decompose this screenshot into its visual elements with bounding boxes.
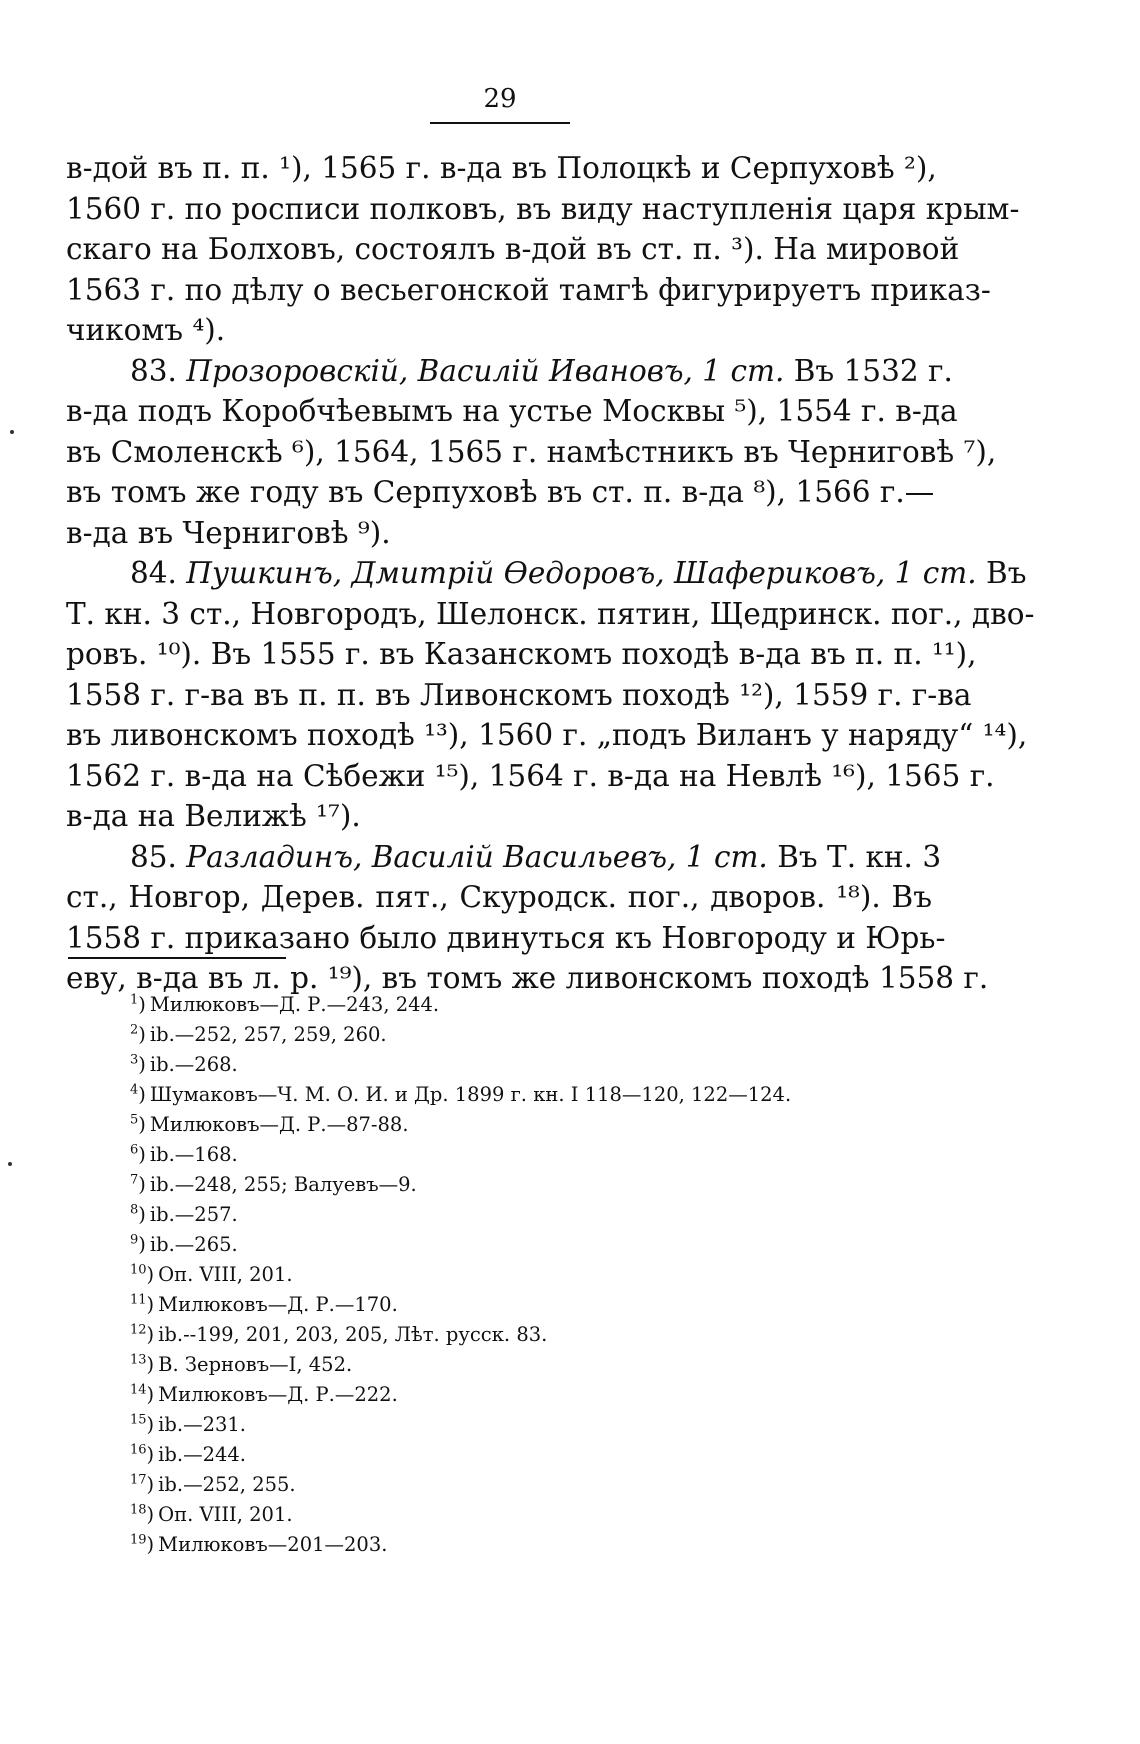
main-text <box>66 148 1035 999</box>
footnote-number: 19 <box>130 1532 147 1548</box>
footnote-number: 7 <box>130 1172 139 1188</box>
footnote-text: В. Зерновъ—I, 452. <box>158 1353 353 1376</box>
footnote-number: 1 <box>130 992 139 1008</box>
footnote-text: ib.—231. <box>158 1413 246 1436</box>
footnote-paren: ) <box>138 1173 146 1196</box>
footnote-number: 15 <box>130 1412 147 1428</box>
footnote-paren: ) <box>138 1023 146 1046</box>
footnote <box>130 1110 950 1140</box>
footnote-text: ib.—257. <box>149 1203 238 1226</box>
text-line: в-дой въ п. п. ¹), 1565 г. в-да въ Полоцкѣ и Серпуховѣ ²), <box>66 151 937 185</box>
footnote <box>130 1200 950 1230</box>
footnote-number: 5 <box>130 1112 139 1128</box>
text-line: въ томъ же году въ Серпуховѣ въ ст. п. в-да ⁸), 1566 г.— <box>66 475 935 509</box>
footnotes <box>130 990 950 1560</box>
text-line: 1558 г. г-ва въ п. п. въ Ливонскомъ походѣ ¹²), 1559 г. г-ва <box>66 677 972 712</box>
text-line: 1558 г. приказано было двинуться къ Новгороду и Юрь- <box>66 920 946 955</box>
footnote-number: 17 <box>130 1472 147 1488</box>
footnote <box>130 1350 950 1380</box>
footnote-number: 12 <box>130 1322 147 1338</box>
footnote-text: Милюковъ—Д. Р.—243, 244. <box>149 993 440 1016</box>
footnote-text: ib.—265. <box>149 1233 238 1256</box>
footnote-paren: ) <box>138 1233 146 1256</box>
text-line: в-да въ Черниговѣ ⁹). <box>66 515 391 550</box>
text-line: скаго на Болховъ, состоялъ в-дой въ ст. п. ³). На мировой <box>66 232 960 266</box>
text-line: ровъ. ¹⁰). Въ 1555 г. въ Казанскомъ походѣ в-да въ п. п. ¹¹), <box>66 637 977 671</box>
footnote <box>130 1020 950 1050</box>
footnote <box>130 1440 950 1470</box>
text-line: в-да на Велижѣ ¹⁷). <box>66 799 361 833</box>
footnote-paren: ) <box>146 1503 155 1526</box>
footnote <box>130 1320 950 1350</box>
print-speck <box>8 1162 12 1166</box>
footnote <box>130 1410 950 1440</box>
footnote <box>130 1230 950 1260</box>
footnote-number: 3 <box>130 1052 139 1068</box>
page-number-rule <box>430 122 570 124</box>
footnote-text: ib.—168. <box>149 1143 238 1166</box>
text-line: 1560 г. по росписи полковъ, въ виду наступленія царя крым- <box>66 191 1020 226</box>
footnote <box>130 1080 950 1110</box>
text-line: 84. Пушкинъ, Дмитрій Ѳедоровъ, Шафериковъ, 1 ст. Въ <box>130 556 1027 590</box>
footnote-paren: ) <box>138 993 146 1016</box>
footnote-number: 14 <box>130 1382 147 1398</box>
footnote-paren: ) <box>146 1473 155 1496</box>
text-line: 1562 г. в-да на Сѣбежи ¹⁵), 1564 г. в-да на Невлѣ ¹⁶), 1565 г. <box>66 758 995 793</box>
footnote-paren: ) <box>138 1143 146 1166</box>
text-line: 83. Прозоровскій, Василій Ивановъ, 1 ст. Въ 1532 г. <box>130 353 953 388</box>
footnote-text: Милюковъ—Д. Р.—222. <box>158 1383 398 1406</box>
footnote-number: 2 <box>130 1022 139 1038</box>
text-line: ст., Новгор, Дерев. пят., Скуродск. пог., дворов. ¹⁸). Въ <box>66 880 932 914</box>
footnote-text: Милюковъ—Д. Р.—87-88. <box>149 1113 409 1136</box>
footnote <box>130 1170 950 1200</box>
footnote-number: 10 <box>130 1262 147 1278</box>
footnote-number: 9 <box>130 1232 139 1248</box>
footnote <box>130 1380 950 1410</box>
footnote-paren: ) <box>138 1113 146 1136</box>
footnote-paren: ) <box>146 1533 155 1556</box>
footnote-text: Оп. VIII, 201. <box>158 1263 293 1286</box>
footnote-number: 11 <box>130 1292 147 1308</box>
footnote-text: ib.—248, 255; Валуевъ—9. <box>149 1173 417 1196</box>
footnote-paren: ) <box>146 1383 155 1406</box>
footnote-text: Милюковъ—201—203. <box>158 1533 388 1556</box>
footnote-paren: ) <box>146 1263 155 1286</box>
text-line: 85. Разладинъ, Василій Васильевъ, 1 ст. Въ Т. кн. 3 <box>130 839 942 874</box>
page-number: 29 <box>483 84 517 114</box>
footnote <box>130 990 950 1020</box>
text-line: 1563 г. по дѣлу о весьегонской тамгѣ фигурируетъ приказ- <box>66 272 991 307</box>
text-line: в-да подъ Коробчѣевымъ на устье Москвы ⁵), 1554 г. в-да <box>66 394 958 428</box>
footnote-paren: ) <box>138 1203 146 1226</box>
footnote-paren: ) <box>138 1083 146 1106</box>
footnote-paren: ) <box>146 1353 155 1376</box>
footnote-text: ib.—244. <box>158 1443 246 1466</box>
text-line: чикомъ ⁴). <box>66 313 226 347</box>
footnote-separator <box>68 957 286 959</box>
footnote-number: 8 <box>130 1202 139 1218</box>
text-line: Т. кн. 3 ст., Новгородъ, Шелонск. пятин, Щедринск. пог., дво- <box>66 596 1035 631</box>
footnote-text: ib.--199, 201, 203, 205, Лѣт. русск. 83. <box>158 1323 548 1346</box>
footnote-paren: ) <box>146 1293 155 1316</box>
footnote <box>130 1470 950 1500</box>
footnote-text: ib.—252, 257, 259, 260. <box>149 1023 387 1046</box>
footnote-number: 6 <box>130 1142 139 1158</box>
footnote-number: 13 <box>130 1352 147 1368</box>
footnote <box>130 1290 950 1320</box>
footnote <box>130 1530 950 1560</box>
print-speck <box>10 430 14 434</box>
text-line: въ ливонскомъ походѣ ¹³), 1560 г. „подъ Виланъ у наряду“ ¹⁴), <box>66 718 1028 752</box>
footnote-text: Шумаковъ—Ч. М. О. И. и Др. 1899 г. кн. I 118—120, 122—124. <box>149 1083 792 1106</box>
text-line: въ Смоленскѣ ⁶), 1564, 1565 г. намѣстникъ въ Черниговѣ ⁷), <box>66 434 997 469</box>
footnote-number: 4 <box>130 1082 139 1098</box>
footnote-number: 16 <box>130 1442 147 1458</box>
footnote-paren: ) <box>146 1443 155 1466</box>
footnote <box>130 1260 950 1290</box>
footnote-text: Оп. VIII, 201. <box>158 1503 293 1526</box>
footnote-paren: ) <box>146 1323 155 1346</box>
footnote-paren: ) <box>138 1053 146 1076</box>
footnote-text: ib.—268. <box>149 1053 238 1076</box>
footnote-paren: ) <box>146 1413 155 1436</box>
footnote-number: 18 <box>130 1502 147 1518</box>
footnote <box>130 1500 950 1530</box>
footnote <box>130 1140 950 1170</box>
footnote-text: Милюковъ—Д. Р.—170. <box>158 1293 398 1316</box>
text-line: еву, в-да въ л. р. ¹⁹), въ томъ же ливонскомъ походѣ 1558 г. <box>66 961 989 995</box>
footnote <box>130 1050 950 1080</box>
footnote-text: ib.—252, 255. <box>158 1473 296 1496</box>
